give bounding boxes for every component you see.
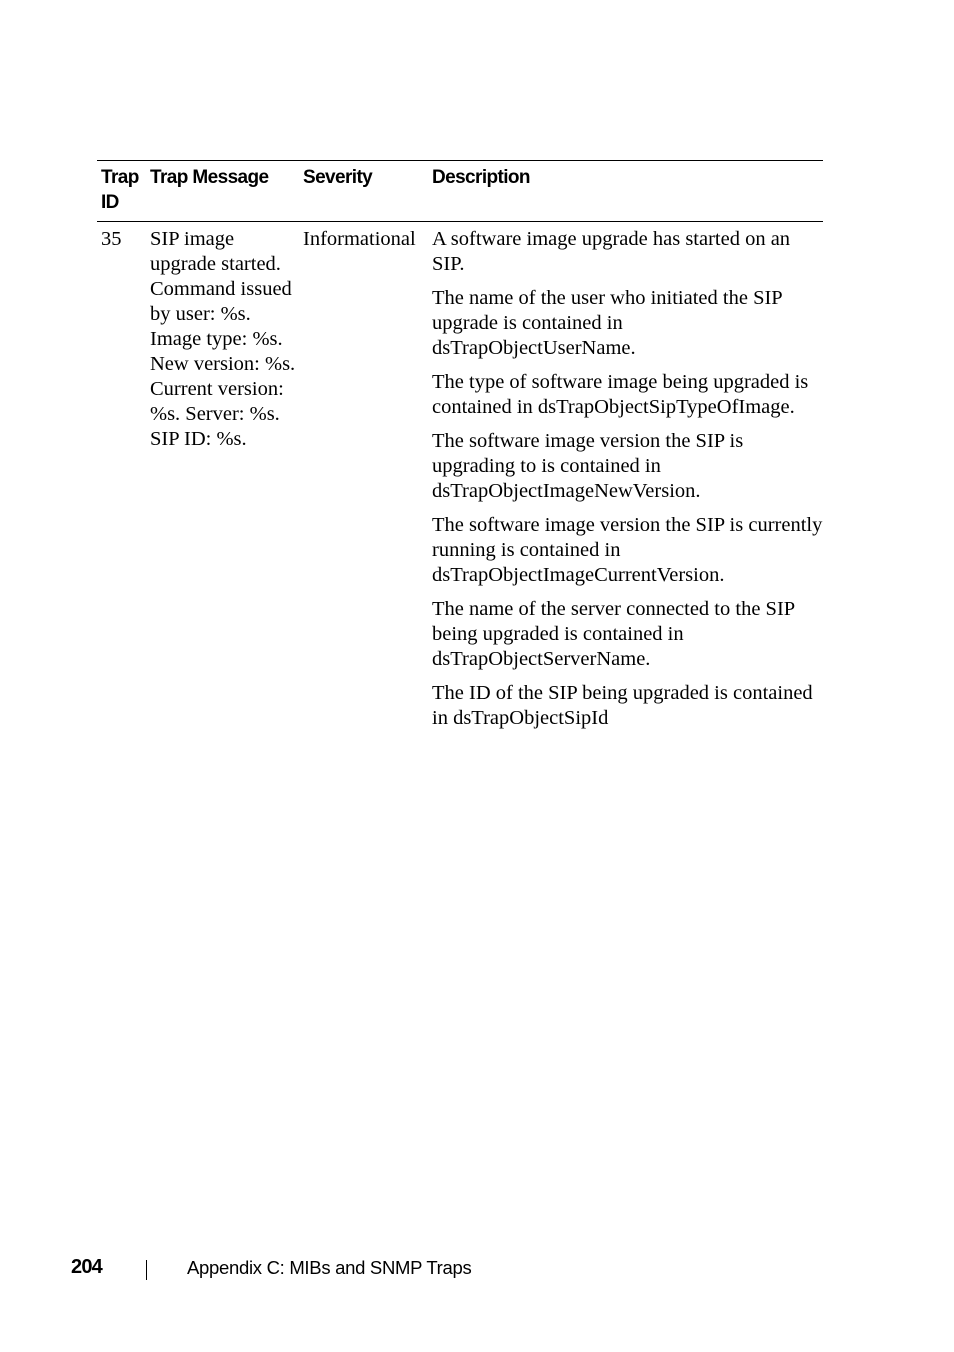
description-paragraph: The ID of the SIP being upgraded is contained in dsTrapObjectSipId	[432, 682, 813, 729]
description-paragraph: The type of software image being upgraded is contained in dsTrapObjectSipTypeOfImage.	[432, 371, 809, 418]
chapter-title: Appendix C: MIBs and SNMP Traps	[187, 1257, 472, 1278]
page-number: 204	[71, 1256, 102, 1278]
description-paragraph: A software image upgrade has started on an SIP.	[432, 228, 791, 275]
description-cell	[432, 227, 827, 740]
description-paragraph: The name of the user who initiated the SIP upgrade is contained in dsTrapObjectUserName.	[432, 287, 782, 359]
trap-message-cell: SIP image upgrade started. Command issued by user: %s. Image type: %s. New version: %s. Current version: %s. Server: %s. SIP ID: %s.	[150, 228, 296, 450]
severity-cell: Informational	[303, 228, 416, 250]
header-trap-message: Trap Message	[150, 167, 269, 188]
description-paragraph: The software image version the SIP is currently running is contained in dsTrapObjectImageCurrentVersion.	[432, 514, 823, 586]
footer-divider	[146, 1260, 147, 1280]
page-footer	[0, 1256, 954, 1286]
header-trap-id: Trap ID	[101, 167, 139, 213]
description-paragraph: The software image version the SIP is upgrading to is contained in dsTrapObjectImageNewVersion.	[432, 430, 744, 502]
description-paragraph: The name of the server connected to the SIP being upgraded is contained in dsTrapObjectServerName.	[432, 598, 795, 670]
header-description: Description	[432, 167, 530, 188]
table-header-row	[97, 161, 823, 222]
trap-id-cell: 35	[101, 228, 122, 250]
header-severity: Severity	[303, 167, 373, 188]
trap-table	[97, 160, 823, 729]
